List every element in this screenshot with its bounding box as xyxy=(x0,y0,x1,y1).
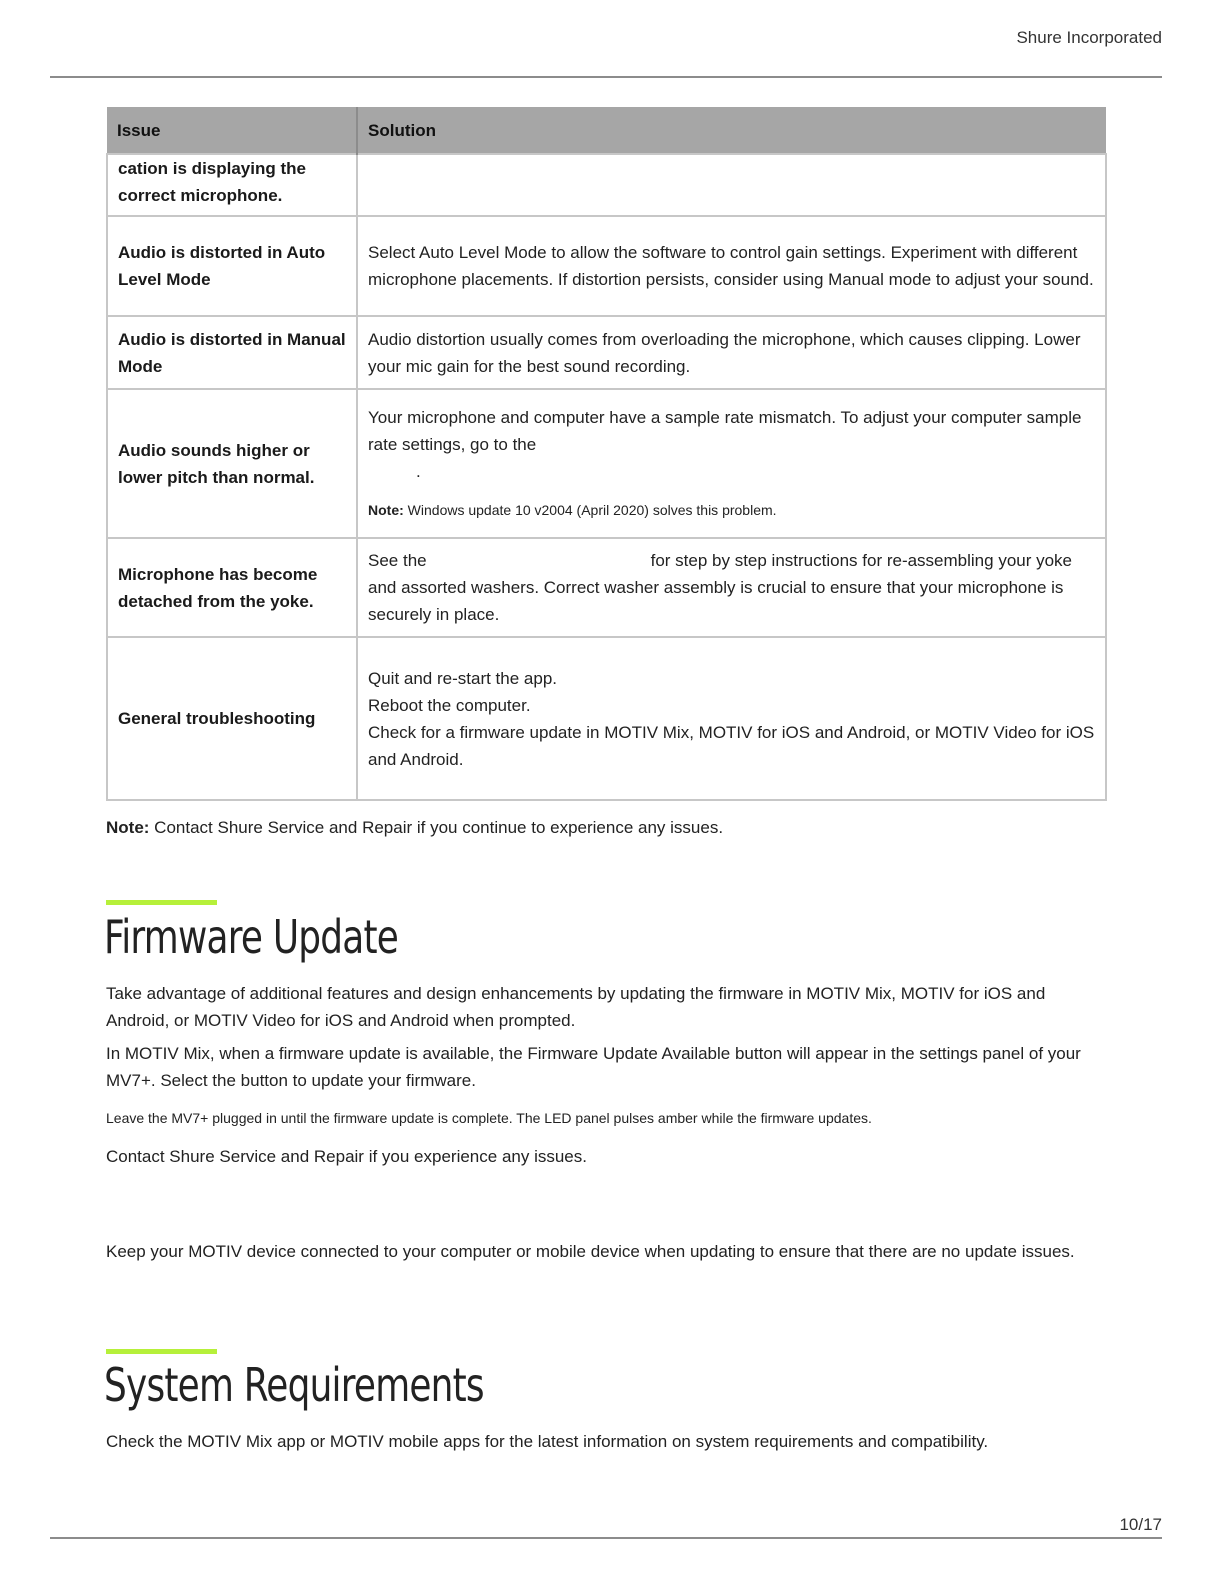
table-row xyxy=(107,216,1106,316)
troubleshooting-table xyxy=(106,107,1107,801)
section-accent-bar xyxy=(106,900,217,905)
issue-cell: cation is displaying the correct microphone. xyxy=(107,154,357,216)
solution-line: Reboot the computer. xyxy=(368,695,531,715)
issue-cell: Audio sounds higher or lower pitch than normal. xyxy=(107,389,357,538)
table-row xyxy=(107,637,1106,800)
solution-cell: Audio distortion usually comes from overloading the microphone, which causes clipping. Lower your mic gain for the best sound recording. xyxy=(357,316,1106,389)
company-name: Shure Incorporated xyxy=(1016,28,1162,47)
note-label: Note: xyxy=(368,501,404,518)
solution-cell: Select Auto Level Mode to allow the software to control gain settings. Experiment with different microphone placements. If distortion persists, consider using Manual mode to adjust your sound. xyxy=(357,216,1106,316)
table-row xyxy=(107,316,1106,389)
solution-text: Your microphone and computer have a sample rate mismatch. To adjust your computer sample rate settings, go to the xyxy=(368,407,1082,454)
solution-line: Check for a firmware update in MOTIV Mix, MOTIV for iOS and Android, or MOTIV Video for iOS and Android. xyxy=(368,722,1095,769)
issue-cell: Audio is distorted in Auto Level Mode xyxy=(107,216,357,316)
table-header-row xyxy=(107,107,1106,154)
system-requirements-paragraph: Check the MOTIV Mix app or MOTIV mobile apps for the latest information on system requirements and compatibility. xyxy=(106,1432,989,1451)
note-label: Note: xyxy=(106,818,150,837)
firmware-paragraph: Keep your MOTIV device connected to your computer or mobile device when updating to ensure that there are no update issues. xyxy=(106,1242,1075,1261)
solution-cell xyxy=(357,637,1106,800)
firmware-paragraph: Contact Shure Service and Repair if you experience any issues. xyxy=(106,1147,587,1166)
column-header-issue: Issue xyxy=(107,107,357,154)
solution-cell xyxy=(357,389,1106,538)
firmware-paragraph: Take advantage of additional features and design enhancements by updating the firmware in MOTIV Mix, MOTIV for iOS and Android, or MOTIV Video for iOS and Android when prompted. xyxy=(106,984,1046,1030)
firmware-heading: Firmware Update xyxy=(104,910,399,964)
issue-cell: Microphone has become detached from the yoke. xyxy=(107,538,357,637)
solution-cell xyxy=(357,154,1106,216)
windows-note xyxy=(368,497,1095,524)
section-accent-bar xyxy=(106,1349,217,1354)
solution-cell xyxy=(357,538,1106,637)
table-row xyxy=(107,389,1106,538)
note-text: Windows update 10 v2004 (April 2020) solves this problem. xyxy=(403,501,777,518)
column-header-solution: Solution xyxy=(357,107,1106,154)
contact-note xyxy=(106,818,723,838)
table-row xyxy=(107,538,1106,637)
solution-rest: for step by step instructions for re-assembling your yoke and assorted washers. Correct washer assembly is crucial to ensure that your microphone is securely in place. xyxy=(368,551,1073,624)
firmware-caution: Leave the MV7+ plugged in until the firmware update is complete. The LED panel pulses amber while the firmware updates. xyxy=(106,1110,872,1126)
solution-end: . xyxy=(416,461,421,481)
issue-cell: Audio is distorted in Manual Mode xyxy=(107,316,357,389)
footer-divider xyxy=(50,1537,1162,1539)
page-number: 10/17 xyxy=(1119,1515,1162,1534)
issue-cell: General troubleshooting xyxy=(107,637,357,800)
header-divider xyxy=(50,76,1162,78)
note-text: Contact Shure Service and Repair if you continue to experience any issues. xyxy=(149,818,724,837)
firmware-paragraph: In MOTIV Mix, when a firmware update is available, the Firmware Update Available button will appear in the settings panel of your MV7+. Select the button to update your firmware. xyxy=(106,1044,1081,1090)
solution-line: Quit and re-start the app. xyxy=(368,668,557,688)
table-row xyxy=(107,154,1106,216)
solution-start: See the xyxy=(368,551,427,570)
system-requirements-heading: System Requirements xyxy=(104,1358,484,1412)
